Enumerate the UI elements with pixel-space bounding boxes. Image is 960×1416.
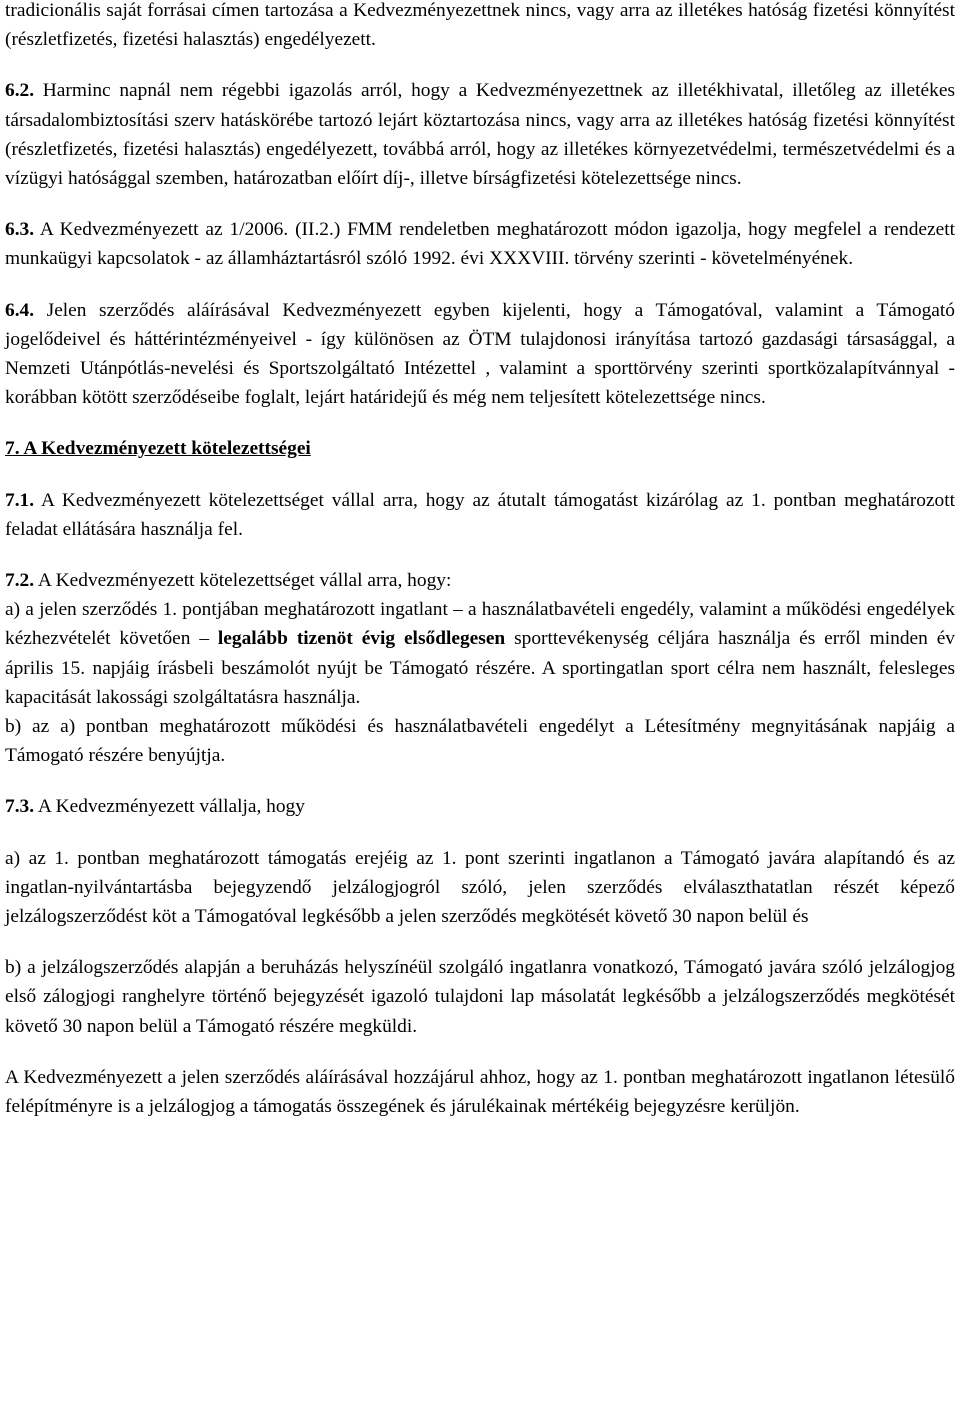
paragraph-7-1 [5, 486, 955, 544]
clause-number-6-4: 6.4. [5, 299, 35, 321]
clause-text-6-2: Harminc napnál nem régebbi igazolás arról, hogy a Kedvezményezettnek az illetékhivatal, illetőleg az illetékes társadalombiztosítási szerv hatáskörébe tartozó lejárt köztartozása nincs, vagy arra az illetékes hatóság fizetési könnyítést (részletfizetés, fizetési halasztás) engedélyezett, továbbá arról, hogy az illetékes környezetvédelmi, természetvédelmi és a vízügyi hatósággal szemben, határozatban előírt díj-, illetve bírságfizetési kötelezettsége nincs. [5, 80, 955, 190]
paragraph-7-2 [5, 566, 955, 595]
clause-number-6-3: 6.3. [5, 219, 35, 241]
clause-number-7-2: 7.2. [5, 570, 35, 592]
paragraph-7-3-b: b) a jelzálogszerződés alapján a beruházás helyszínéül szolgáló ingatlanra vonatkozó, Támogató javára szóló jelzálogjog első zálogjogi ranghelyre történő bejegyzését igazoló tulajdoni lap másolatát legkésőbb a jelzálogszerződés megkötését követő 30 napon belül a Támogató részére megküldi. [5, 957, 955, 1037]
clause-text-7-2-a-part1: a) a jelen szerződés 1. pontjában meghatározott ingatlant – a használatbavételi engedély, valamint a működési engedélyek kézhezvételét követően – [5, 599, 955, 650]
paragraph-7-2-a [5, 595, 955, 712]
clause-text-7-1: A Kedvezményezett kötelezettséget vállal arra, hogy az átutalt támogatást kizárólag az 1. pontban meghatározott feladat ellátására használja fel. [5, 489, 955, 540]
clause-text-6-3: A Kedvezményezett az 1/2006. (II.2.) FMM rendeletben meghatározott módon igazolja, hogy megfelel a rendezett munkaügyi kapcsolatok - az államháztartásról szóló 1992. évi XXXVIII. törvény szerinti - követelményének. [5, 219, 955, 270]
paragraph-final: A Kedvezményezett a jelen szerződés aláírásával hozzájárul ahhoz, hogy az 1. pontban meghatározott ingatlanon létesülő felépítményre is a jelzálogjog a támogatás összegének és járulékainak mértékéig bejegyzésre kerüljön. [5, 1066, 955, 1118]
document-page [5, 0, 955, 1121]
clause-text-7-2-a-emphasis: legalább tizenöt évig elsődlegesen [217, 628, 506, 650]
paragraph-7-3-a: a) az 1. pontban meghatározott támogatás erejéig az 1. pont szerinti ingatlanon a Támogató javára alapítandó és az ingatlan-nyilvántartásba bejegyzendő jelzálogjogról szóló, jelen szerződés elválaszthatatlan részét képező jelzálogszerződést köt a Támogatóval legkésőbb a jelen szerződés megkötését követő 30 napon belül és [5, 847, 955, 928]
paragraph-6-3 [5, 215, 955, 273]
paragraph-6-2 [5, 76, 955, 193]
clause-text-7-2: A Kedvezményezett kötelezettséget vállal arra, hogy: [34, 570, 452, 592]
clause-number-7-1: 7.1. [5, 489, 35, 511]
paragraph-7-2-b: b) az a) pontban meghatározott működési és használatbavételi engedélyt a Létesítmény megnyitásának napjáig a Támogató részére benyújtja. [5, 716, 955, 767]
section-7-heading [5, 434, 955, 463]
paragraph-6-4 [5, 296, 955, 413]
clause-text-7-3: A Kedvezményezett vállalja, hogy [34, 796, 305, 818]
paragraph-7-3 [5, 792, 955, 821]
clause-text-6-4: Jelen szerződés aláírásával Kedvezményezett egyben kijelenti, hogy a Támogatóval, valamint a Támogató jogelődeivel és háttérintézményeivel - így különösen az ÖTM tulajdonosi irányítása tartozó gazdasági társasággal, a Nemzeti Utánpótlás-nevelési és Sportszolgáltató Intézettel , valamint a sporttörvény szerinti sportközalapítvánnyal - korábban kötött szerződéseibe foglalt, lejárt határidejű és még nem teljesített kötelezettsége nincs. [5, 299, 955, 409]
section-heading-text: 7. A Kedvezményezett kötelezettségei [5, 438, 311, 460]
paragraph-intro: tradicionális saját forrásai címen tartozása a Kedvezményezettnek nincs, vagy arra az illetékes hatóság fizetési könnyítést (részletfizetés, fizetési halasztás) engedélyezett. [5, 0, 955, 51]
clause-number-6-2: 6.2. [5, 80, 35, 102]
clause-text-7-2-a-part2: sporttevékenység céljára használja és erről minden év április 15. napjáig írásbeli beszámolót nyújt be Támogató részére. A sportingatlan sport célra nem használt, felesleges kapacitását lakossági szolgáltatásra használja. [5, 628, 955, 708]
clause-number-7-3: 7.3. [5, 796, 35, 818]
